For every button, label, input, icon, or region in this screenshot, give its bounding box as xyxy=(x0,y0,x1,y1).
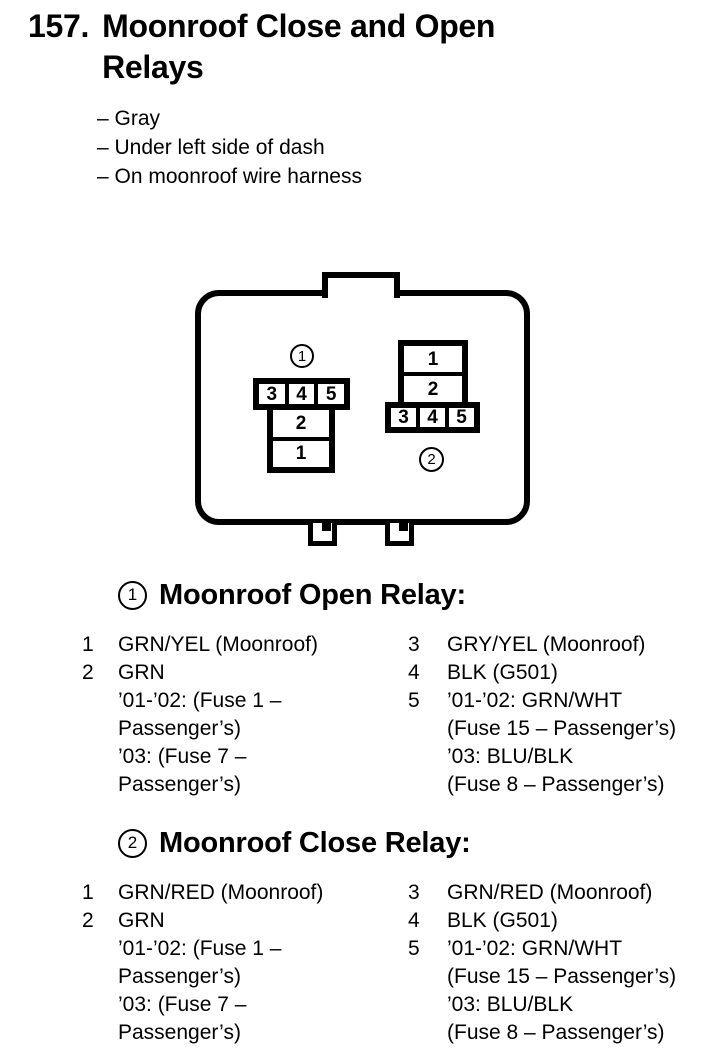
pin-description xyxy=(118,659,408,799)
pin-line: Passenger’s) xyxy=(118,773,241,796)
pin-line: ’03: BLU/BLK xyxy=(447,745,574,768)
pin-description xyxy=(447,879,688,907)
pin-line: ’03: BLU/BLK xyxy=(447,993,574,1016)
connector-1-pin-1: 1 xyxy=(273,441,329,468)
connector-2-pin-3: 3 xyxy=(391,408,416,427)
pin-line: GRN xyxy=(118,661,165,684)
pin-entry xyxy=(82,907,408,1047)
pin-number: 3 xyxy=(408,633,420,656)
pin-list-right-column xyxy=(408,879,688,1047)
connector-2-pin-row xyxy=(385,402,480,433)
connector-1-pin-2: 2 xyxy=(273,410,329,437)
pin-number: 5 xyxy=(408,689,420,712)
pin-description xyxy=(447,687,688,799)
connector-2-badge: 2 xyxy=(419,447,444,472)
connector-1-badge: 1 xyxy=(290,344,314,368)
section-heading xyxy=(82,826,688,860)
pin-entry xyxy=(82,659,408,799)
pin-entry xyxy=(408,907,688,935)
page-title xyxy=(28,6,495,88)
pin-number: 2 xyxy=(82,661,94,684)
page-title-line2: Relays xyxy=(102,49,204,85)
pin-line: (Fuse 8 – Passenger’s) xyxy=(447,1021,665,1044)
pin-number: 5 xyxy=(408,937,420,960)
pin-number: 3 xyxy=(408,881,420,904)
connector-1-pin-4: 4 xyxy=(289,384,315,404)
pin-line: GRN/YEL (Moonroof) xyxy=(118,633,318,656)
section-1-badge: 1 xyxy=(118,581,147,610)
pin-entry xyxy=(408,935,688,1047)
mounting-hook-left xyxy=(308,523,337,546)
pin-list-left-column xyxy=(82,631,408,799)
connector-1-pin-3: 3 xyxy=(259,384,285,404)
pin-line: ’01-’02: GRN/WHT xyxy=(447,937,623,960)
relay-connector-diagram xyxy=(195,268,531,548)
pin-number: 2 xyxy=(82,909,94,932)
pin-number: 4 xyxy=(408,661,420,684)
pin-line: ’03: (Fuse 7 – xyxy=(118,993,247,1016)
connector-2-pin-stack xyxy=(398,340,468,402)
section-1-title: Moonroof Open Relay: xyxy=(159,578,466,611)
pin-entry xyxy=(408,687,688,799)
pin-number: 1 xyxy=(82,881,94,904)
section-moonroof-open-relay xyxy=(82,578,688,799)
pin-line: ’01-’02: (Fuse 1 – xyxy=(118,937,282,960)
connector-2-pin-2: 2 xyxy=(404,376,462,402)
section-heading xyxy=(82,578,688,612)
page-title-text xyxy=(102,6,495,88)
pin-line: ’03: (Fuse 7 – xyxy=(118,745,247,768)
pin-number: 4 xyxy=(408,909,420,932)
pin-line: (Fuse 8 – Passenger’s) xyxy=(447,773,665,796)
pin-line: Passenger’s) xyxy=(118,1021,241,1044)
pin-line: BLK (G501) xyxy=(447,909,558,932)
connector-2-pin-5: 5 xyxy=(449,408,474,427)
pin-list xyxy=(82,631,688,799)
section-2-title: Moonroof Close Relay: xyxy=(159,826,471,859)
page-title-line1: Moonroof Close and Open xyxy=(102,8,496,44)
connector-1-pin-5: 5 xyxy=(318,384,344,404)
pin-line: GRN/RED (Moonroof) xyxy=(447,881,653,904)
pin-description xyxy=(447,631,688,659)
mounting-hook-right xyxy=(385,523,414,546)
location-bullet: – On moonroof wire harness xyxy=(97,165,362,188)
pin-description xyxy=(447,907,688,935)
pin-description xyxy=(447,935,688,1047)
pin-number: 1 xyxy=(82,633,94,656)
mounting-tab-top xyxy=(322,272,400,298)
page-title-number: 157. xyxy=(28,8,90,44)
pin-line: GRN/RED (Moonroof) xyxy=(118,881,324,904)
connector-2-pin-4: 4 xyxy=(420,408,445,427)
pin-line: (Fuse 15 – Passenger’s) xyxy=(447,965,677,988)
pin-description xyxy=(118,631,408,659)
pin-description xyxy=(447,659,688,687)
section-moonroof-close-relay xyxy=(82,826,688,1047)
location-notes xyxy=(97,104,362,191)
connector-1-pin-row xyxy=(253,378,350,410)
pin-line: (Fuse 15 – Passenger’s) xyxy=(447,717,677,740)
pin-line: ’01-’02: GRN/WHT xyxy=(447,689,623,712)
pin-line: GRY/YEL (Moonroof) xyxy=(447,633,646,656)
pin-entry xyxy=(408,659,688,687)
pin-entry xyxy=(408,879,688,907)
section-2-badge: 2 xyxy=(118,829,147,858)
pin-entry xyxy=(408,631,688,659)
pin-description xyxy=(118,879,408,907)
pin-line: Passenger’s) xyxy=(118,717,241,740)
pin-line: ’01-’02: (Fuse 1 – xyxy=(118,689,282,712)
pin-line: Passenger’s) xyxy=(118,965,241,988)
pin-entry xyxy=(82,631,408,659)
connector-1-pin-stack xyxy=(267,410,335,473)
pin-line: BLK (G501) xyxy=(447,661,558,684)
pin-line: GRN xyxy=(118,909,165,932)
connector-2-pin-1: 1 xyxy=(404,346,462,372)
pin-list-left-column xyxy=(82,879,408,1047)
location-bullet: – Under left side of dash xyxy=(97,136,325,159)
pin-entry xyxy=(82,879,408,907)
pin-list-right-column xyxy=(408,631,688,799)
pin-list xyxy=(82,879,688,1047)
pin-description xyxy=(118,907,408,1047)
location-bullet: – Gray xyxy=(97,107,161,130)
